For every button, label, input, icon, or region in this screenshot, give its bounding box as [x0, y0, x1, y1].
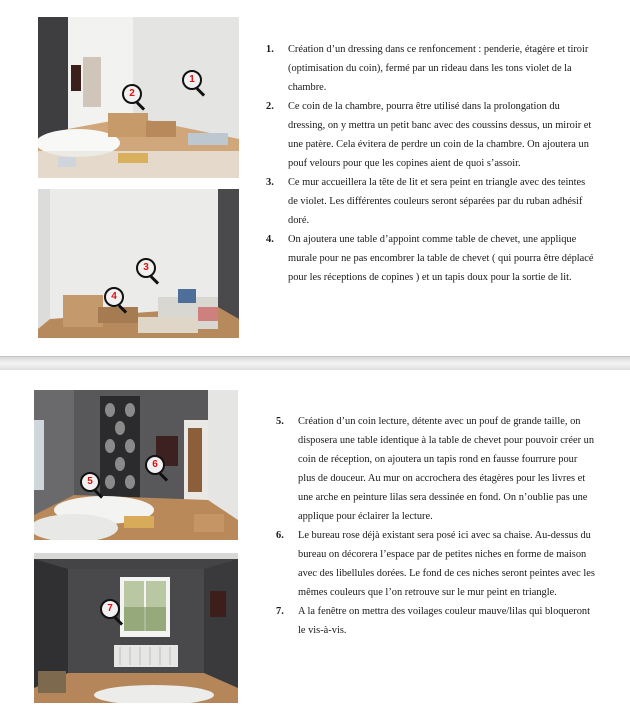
- magnifier-icon: 4: [104, 287, 124, 307]
- notes-list-page-1: [266, 40, 596, 287]
- marker-3: [136, 258, 162, 284]
- magnifier-icon: 1: [182, 70, 202, 90]
- document-page-1: [0, 0, 630, 356]
- list-item: 6. Le bureau rose déjà existant sera posé ici avec sa chaise. Au-dessus du bureau on décorera l’espace par de petites niches en forme de maison avec des libellules dorées. Le fond de ces niches seront peintes avec les mêmes couleurs que l’on retrouve sur le mur peint en triangle.: [276, 530, 595, 598]
- list-item: 4. On ajoutera une table d’appoint comme table de chevet, une applique murale pour ne pas encombrer la table de chevet ( qui pourra être déplacé pour les réceptions de copines ) et un tapis doux pour la sortie de lit.: [266, 234, 594, 283]
- magnifier-icon: 7: [100, 599, 120, 619]
- notes-list-page-2: [276, 412, 596, 640]
- list-item: 3. Ce mur accueillera la tête de lit et sera peint en triangle avec des teintes de violet. Les différentes couleurs seront séparées par du ruban adhésif doré.: [266, 177, 586, 226]
- list-item: 7. A la fenêtre on mettra des voilages couleur mauve/lilas qui bloqueront le vis-à-vis.: [276, 606, 591, 636]
- room-photo-reading-corner: [34, 390, 238, 540]
- marker-6: [145, 455, 171, 481]
- magnifier-icon: 2: [122, 84, 142, 104]
- list-item: 2. Ce coin de la chambre, pourra être utilisé dans la prolongation du dressing, on y mettra un petit banc avec des coussins dessus, un miroir et une patère. Cela évitera de perdre un coin de la chambre. On ajoutera un pouf velours pour que les copines aient de quoi s’assoir.: [266, 101, 592, 169]
- list-item: 5. Création d’un coin lecture, détente avec un pouf de grande taille, on disposera une table identique à la table de chevet pour pouvoir créer un coin de réception, on ajoutera un tapis rond en fausse fourrure pour plus de douceur. Au mur on accrochera des étagères pour les livres et une arche en peinture lilas sera dessinée en fond. On n’oublie pas une applique pour éclairer la lecture.: [276, 416, 595, 522]
- marker-1: [182, 70, 208, 96]
- list-item: 1. Création d’un dressing dans ce renfoncement : penderie, étagère et tiroir (optimisation du coin), fermé par un rideau dans les tons violet de la chambre.: [266, 44, 589, 93]
- marker-5: [80, 472, 106, 498]
- marker-7: [100, 599, 126, 625]
- document-page-2: [0, 370, 630, 717]
- magnifier-icon: 3: [136, 258, 156, 278]
- marker-4: [104, 287, 130, 313]
- magnifier-icon: 5: [80, 472, 100, 492]
- marker-2: [122, 84, 148, 110]
- magnifier-icon: 6: [145, 455, 165, 475]
- room-photo-window: [34, 553, 238, 703]
